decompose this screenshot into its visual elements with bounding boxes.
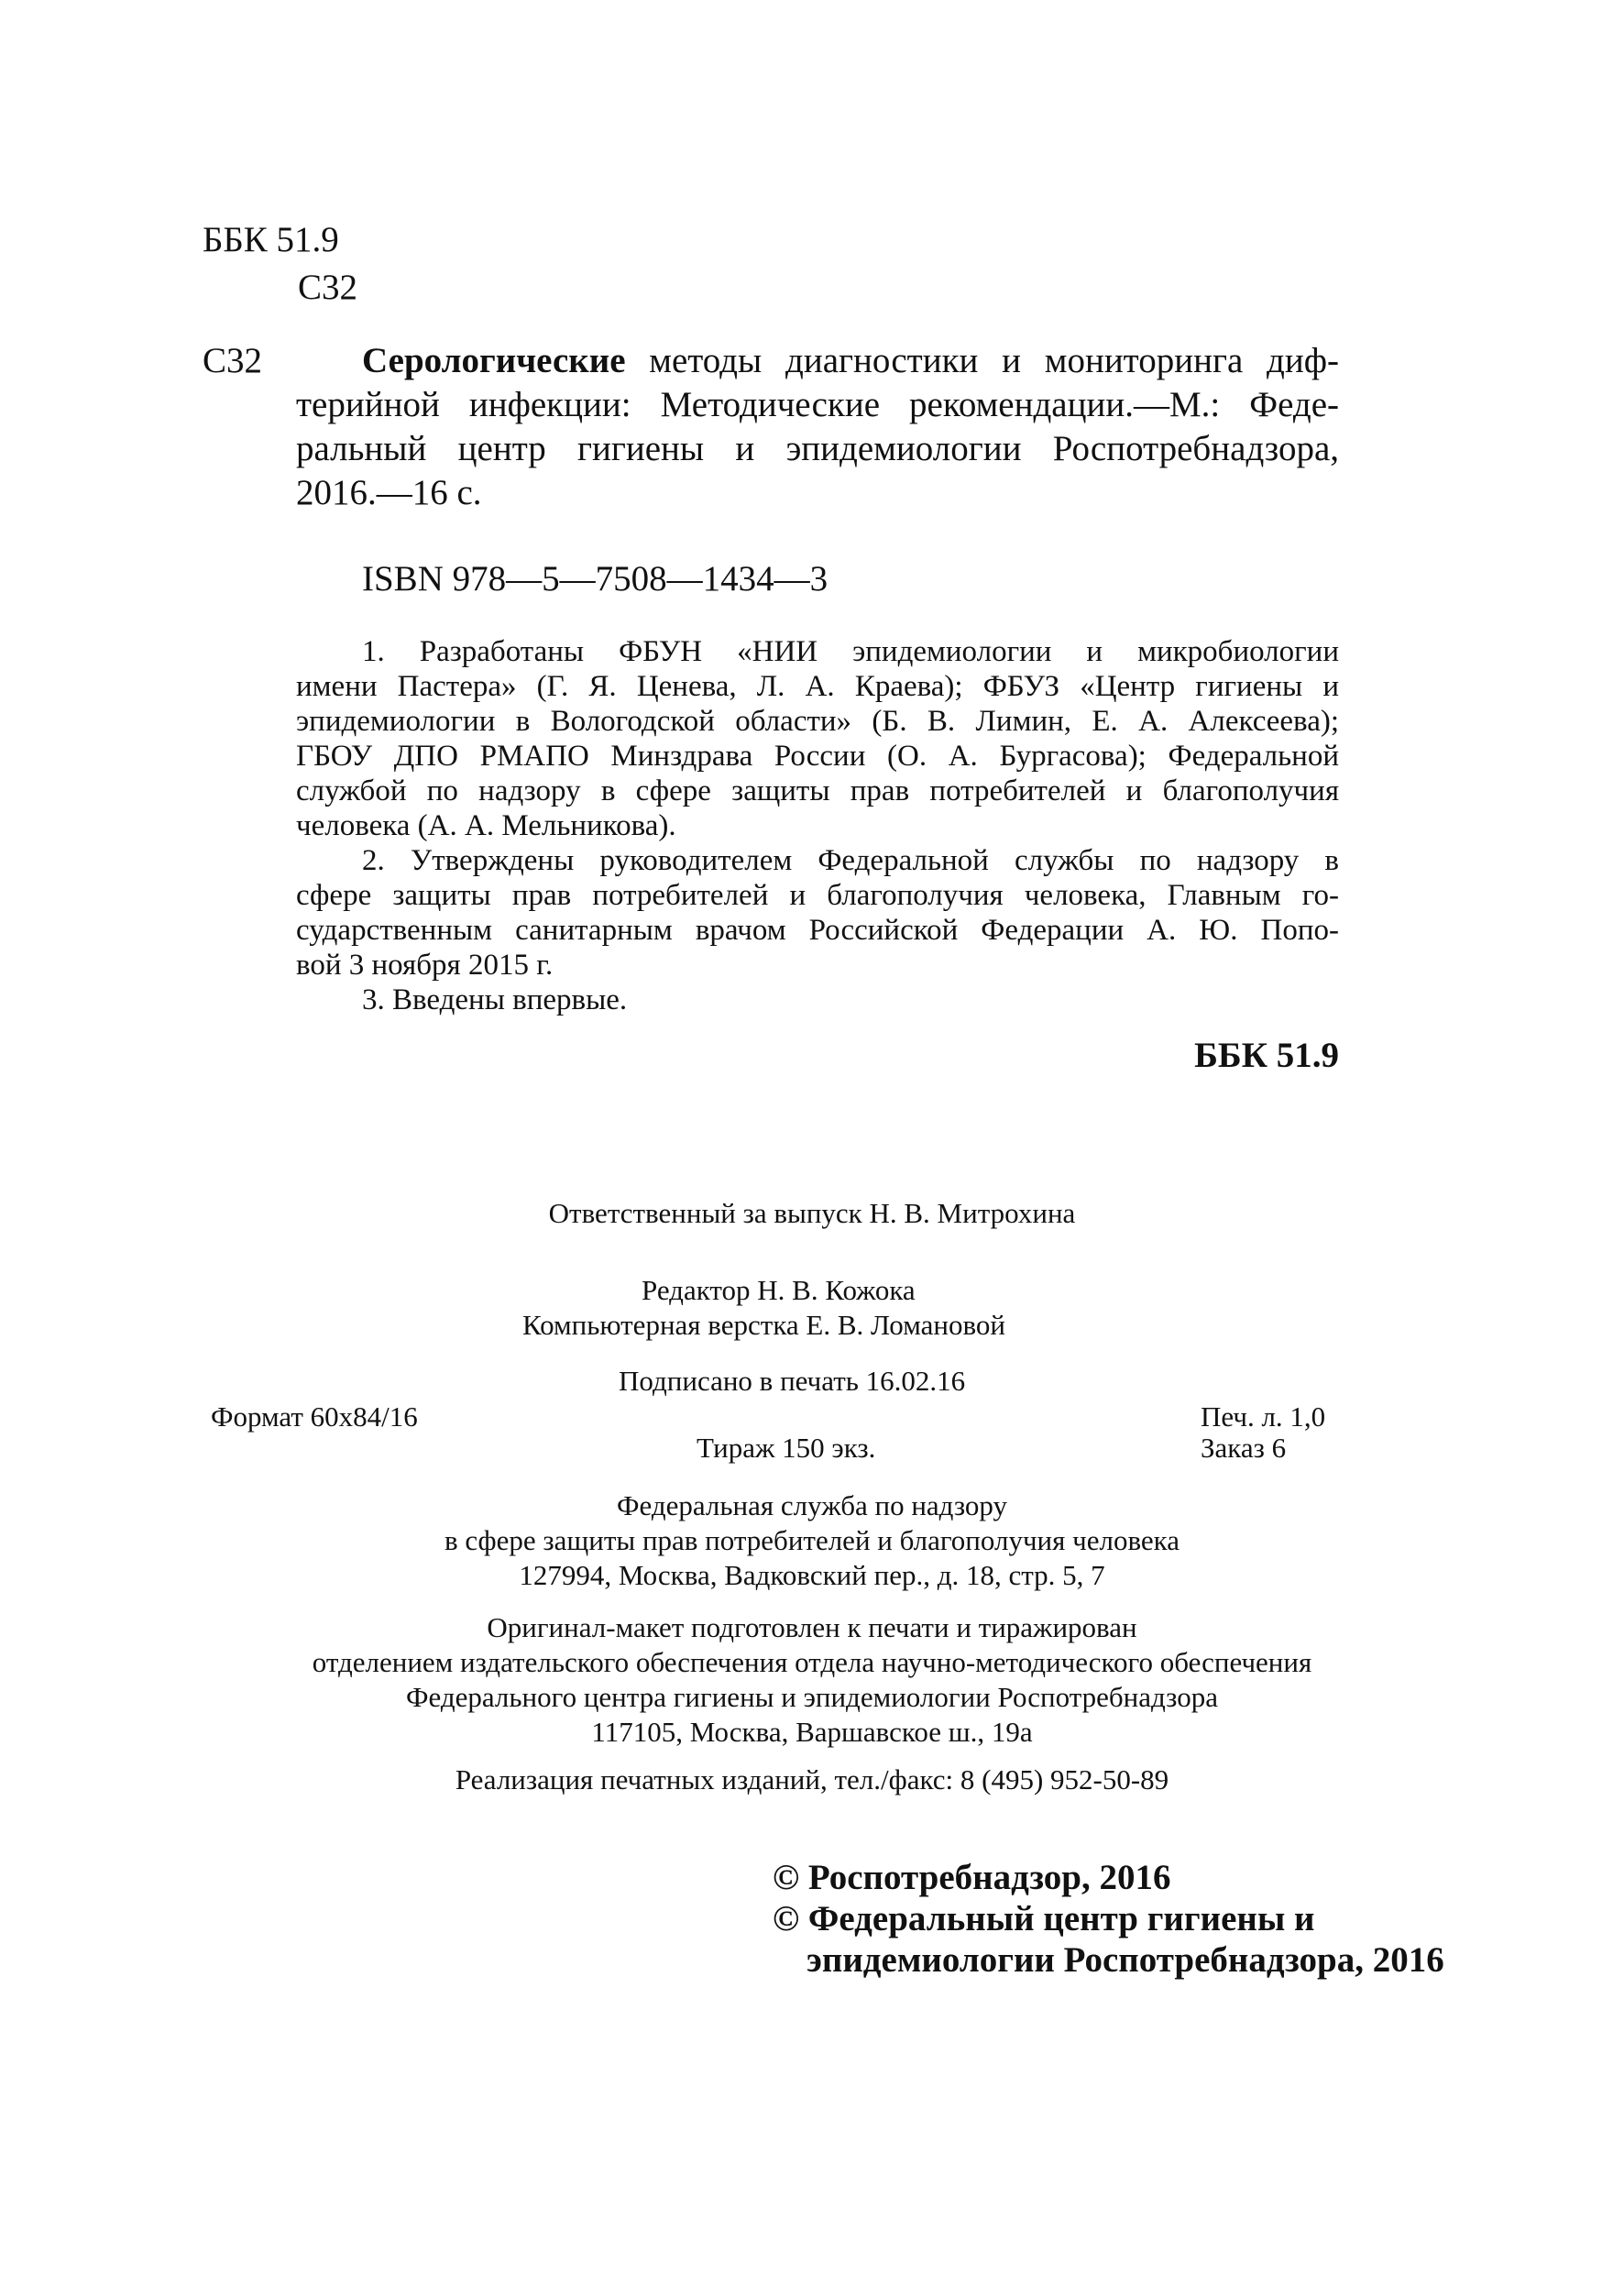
printer-block [220, 1610, 1404, 1750]
signed-to-print: Подписано в печать 16.02.16 [619, 1365, 966, 1397]
citation-title-rest: методы диагностики и мониторинга диф- [625, 341, 1339, 380]
sales-contact: Реализация печатных изданий, тел./факс: 8 (495) 952-50-89 [455, 1763, 1169, 1795]
editor: Редактор Н. В. Кожока [642, 1274, 916, 1306]
citation-line-1 [362, 339, 1339, 383]
citation-continuation [296, 383, 1339, 515]
isbn: ISBN 978—5—7508—1434—3 [362, 559, 828, 598]
note-1-line: ГБОУ ДПО РМАПО Минздрава России (О. А. Бургасова); Федеральной [296, 740, 1339, 773]
layout-designer: Компьютерная верстка Е. В. Ломановой [522, 1309, 1005, 1341]
note-1-line: эпидемиологии в Вологодской области» (Б. В. Лимин, Е. А. Алексеева); [296, 705, 1339, 738]
printer-line: отделением издательского обеспечения отдела научно-методического обеспечения [312, 1646, 1312, 1678]
paper-format: Формат 60x84/16 [211, 1400, 418, 1433]
copyright-line-1: © Роспотребнадзор, 2016 [773, 1858, 1171, 1897]
citation-block [362, 339, 1339, 383]
note-1-line: службой по надзору в сфере защиты прав потребителей и благополучия [296, 774, 1339, 807]
printer-line: Оригинал-макет подготовлен к печати и тиражирован [487, 1611, 1137, 1643]
citation-title-bold: Серологические [362, 341, 626, 380]
note-2-line: 2. Утверждены руководителем Федеральной службы по надзору в [362, 844, 1339, 877]
printer-line: 117105, Москва, Варшавское ш., 19а [591, 1716, 1033, 1748]
publisher-line: 127994, Москва, Вадковский пер., д. 18, стр. 5, 7 [519, 1559, 1105, 1591]
citation-line-2: терийной инфекции: Методические рекомендации.—М.: Феде- [296, 385, 1339, 424]
note-2-line: сударственным санитарным врачом Российской Федерации А. Ю. Попо- [296, 914, 1339, 947]
publisher-line: в сфере защиты прав потребителей и благополучия человека [444, 1524, 1180, 1556]
responsible-person: Ответственный за выпуск Н. В. Митрохина [548, 1197, 1076, 1229]
printer-line: Федерального центра гигиены и эпидемиологии Роспотребнадзора [406, 1681, 1218, 1713]
note-1-line: человека (А. А. Мельникова). [296, 809, 676, 842]
citation-line-4: 2016.—16 с. [296, 473, 482, 512]
note-1-line: имени Пастера» (Г. Я. Ценева, Л. А. Краева); ФБУЗ «Центр гигиены и [296, 670, 1339, 703]
bbk-code-bottom: ББК 51.9 [1194, 1036, 1339, 1075]
print-run: Тираж 150 экз. [697, 1432, 876, 1464]
publisher-block [275, 1488, 1349, 1593]
author-mark-top: С32 [298, 268, 358, 307]
author-mark-side: С32 [203, 341, 263, 380]
notes-block [296, 634, 1339, 1017]
printed-sheets: Печ. л. 1,0 [1201, 1400, 1326, 1433]
order-number: Заказ 6 [1201, 1432, 1287, 1464]
note-2-line: сфере защиты прав потребителей и благополучия человека, Главным го- [296, 879, 1339, 912]
citation-line-3: ральный центр гигиены и эпидемиологии Роспотребнадзора, [296, 429, 1339, 468]
copyright-line-2: © Федеральный центр гигиены и [773, 1899, 1315, 1938]
note-1-line: 1. Разработаны ФБУН «НИИ эпидемиологии и микробиологии [362, 635, 1339, 668]
note-3: 3. Введены впервые. [362, 983, 628, 1016]
publisher-line: Федеральная служба по надзору [617, 1489, 1007, 1521]
copyright-line-3: эпидемиологии Роспотребнадзора, 2016 [807, 1940, 1444, 1980]
note-2-line: вой 3 ноября 2015 г. [296, 949, 554, 982]
bbk-code-top: ББК 51.9 [203, 220, 339, 259]
